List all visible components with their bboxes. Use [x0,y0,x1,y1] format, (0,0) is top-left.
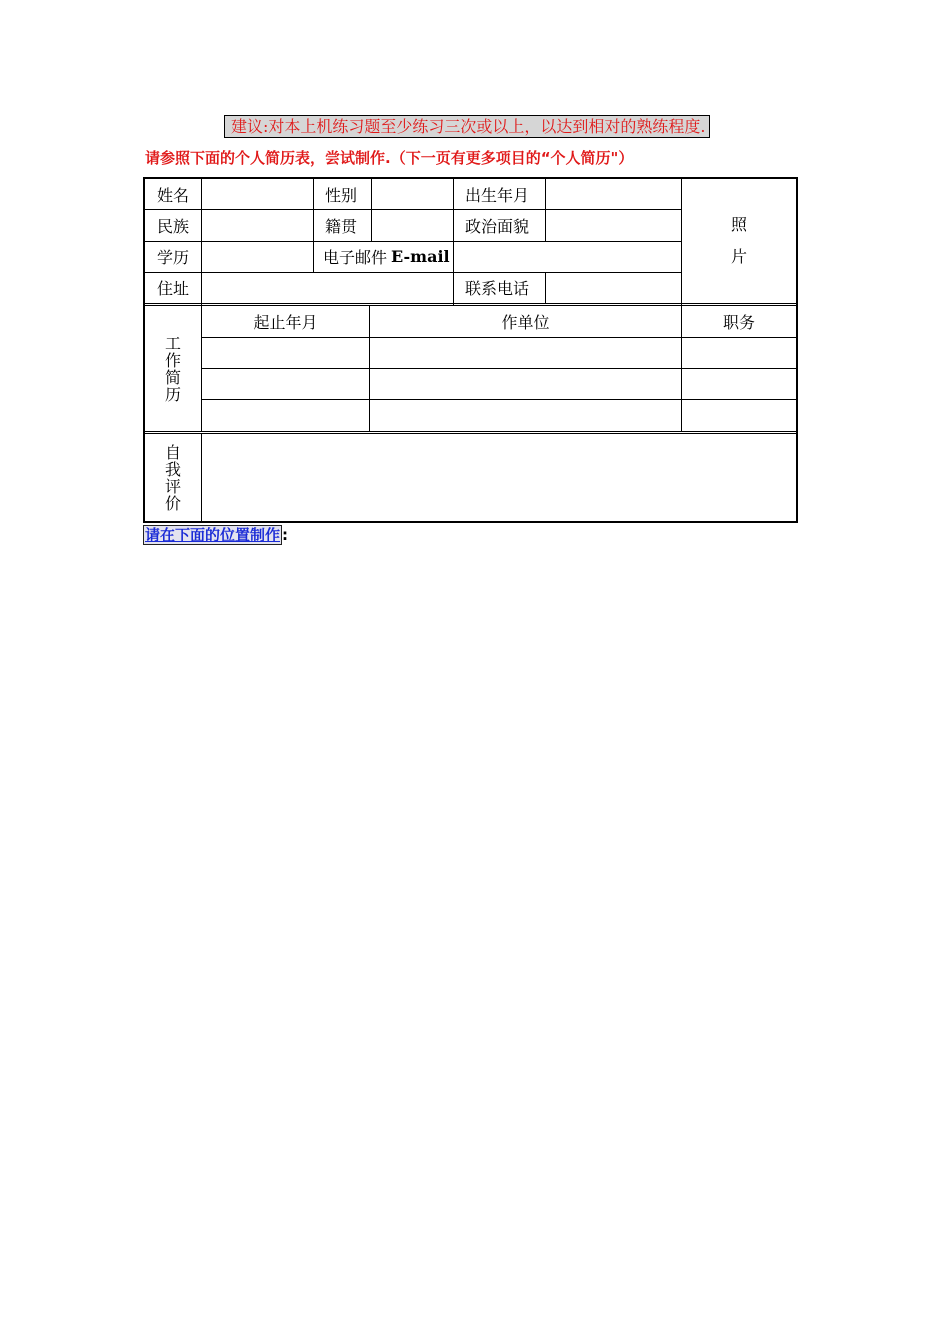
table-cell-period-3[interactable] [202,400,369,431]
political-label: 政治面貌 [465,217,530,236]
native-place-field[interactable] [372,210,453,241]
name-label: 姓名 [157,186,190,205]
work-history-char-1: 工 [164,333,181,353]
email-label [313,241,453,272]
education-label: 学历 [157,248,190,267]
work-history-char-4: 历 [164,384,181,404]
address-label: 住址 [157,279,190,298]
phone-label: 联系电话 [465,279,530,298]
make-here-link[interactable]: 请在下面的位置制作 [145,526,281,544]
gender-label: 性别 [325,186,358,205]
table-cell-position-1[interactable] [682,338,796,368]
address-field[interactable] [202,272,453,303]
self-evaluation-char-3: 评 [164,476,181,496]
native-place-label: 籍贯 [325,217,358,236]
birth-label: 出生年月 [465,186,530,205]
email-label-en: E-mail [391,247,450,266]
birth-field[interactable] [546,179,681,209]
table-cell-employer-2[interactable] [370,369,681,399]
self-evaluation-field[interactable] [202,434,796,521]
column-header-position: 职务 [722,313,755,332]
work-history-char-2: 作 [164,350,181,370]
email-field[interactable] [454,241,681,272]
self-evaluation-label [145,434,201,521]
column-header-period: 起止年月 [253,313,318,332]
suggestion-banner: 建议:对本上机练习题至少练习三次或以上，以达到相对的熟练程度. [224,115,710,138]
ethnicity-label: 民族 [157,217,190,236]
name-field[interactable] [202,179,313,209]
gender-field[interactable] [372,179,453,209]
instruction-text: 请参照下面的个人简历表，尝试制作.（下一页有更多项目的“个人简历"） [145,149,634,167]
political-field[interactable] [546,210,681,241]
table-cell-employer-1[interactable] [370,338,681,368]
column-header-employer: 作单位 [501,313,550,332]
photo-label-2: 片 [730,247,747,266]
table-cell-position-2[interactable] [682,369,796,399]
table-cell-period-2[interactable] [202,369,369,399]
make-here-colon: : [282,526,289,544]
email-label-cn: 电子邮件 [323,248,388,267]
education-field[interactable] [202,241,313,272]
self-evaluation-char-1: 自 [164,442,181,462]
photo-box[interactable] [682,179,796,303]
resume-table [143,177,798,523]
work-history-label [145,306,201,431]
table-cell-position-3[interactable] [682,400,796,431]
phone-field[interactable] [546,272,681,303]
work-history-char-3: 简 [164,367,181,387]
table-cell-employer-3[interactable] [370,400,681,431]
ethnicity-field[interactable] [202,210,313,241]
photo-label-1: 照 [730,215,747,234]
table-cell-period-1[interactable] [202,338,369,368]
self-evaluation-char-2: 我 [164,459,181,479]
self-evaluation-char-4: 价 [164,493,181,513]
make-here-line [143,525,288,545]
